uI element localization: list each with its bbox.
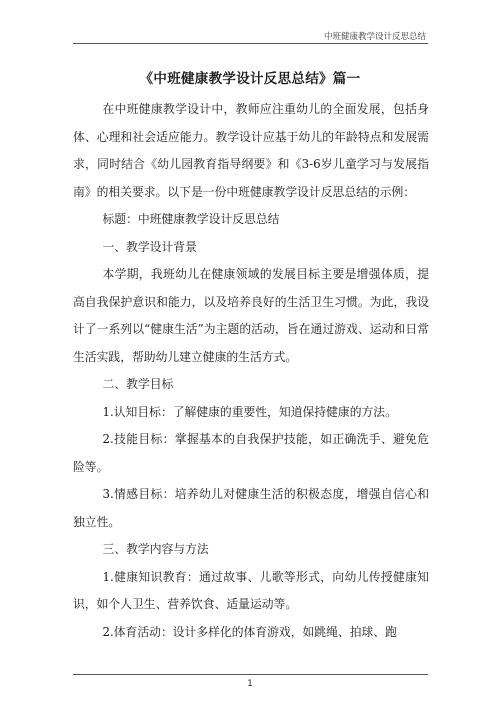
document-title: 《中班健康教学设计反思总结》篇一 — [139, 71, 361, 87]
content-item-knowledge: 1.健康知识教育：通过故事、儿歌等形式，向幼儿传授健康知识，如个人卫生、营养饮食、适量运动等。 — [73, 569, 429, 611]
goal-item-cognitive: 1.认知目标：了解健康的重要性，知道保持健康的方法。 — [102, 404, 397, 419]
background-paragraph: 本学期，我班幼儿在健康领域的发展目标主要是增强体质，提高自我保护意识和能力，以及培养良好的生活卫生习惯。为此，我设计了一系列以“健康生活”为主题的活动，旨在通过游戏、运动和日常生活实践，帮助幼儿建立健康的生活方式。 — [73, 267, 429, 364]
subtitle-line: 标题：中班健康教学设计反思总结 — [102, 212, 280, 226]
document-body — [73, 96, 429, 646]
intro-paragraph: 在中班健康教学设计中，教师应注重幼儿的全面发展，包括身体、心理和社会适应能力。教学设计应基于幼儿的年龄特点和发展需求，同时结合《幼儿园教育指导纲要》和《3-6岁儿童学习与发展指南》的相关要求。以下是一份中班健康教学设计反思总结的示例： — [73, 102, 429, 199]
page-number: 1 — [247, 679, 253, 689]
section-heading-background: 一、教学设计背景 — [102, 239, 197, 254]
page-header — [0, 0, 500, 44]
content-item-sports: 2.体育活动：设计多样化的体育游戏，如跳绳、拍球、跑 — [102, 624, 397, 639]
goal-item-emotion: 3.情感目标：培养幼儿对健康生活的积极态度，增强自信心和独立性。 — [73, 487, 429, 529]
section-heading-goals: 二、教学目标 — [102, 377, 174, 391]
header-divider — [73, 43, 428, 44]
running-header-title: 中班健康教学设计反思总结 — [323, 32, 426, 42]
page-footer — [0, 674, 500, 707]
footer-divider — [73, 674, 428, 675]
goal-item-skill: 2.技能目标：掌握基本的自我保护技能，如正确洗手、避免危险等。 — [73, 432, 429, 474]
section-heading-content: 三、教学内容与方法 — [102, 542, 209, 556]
